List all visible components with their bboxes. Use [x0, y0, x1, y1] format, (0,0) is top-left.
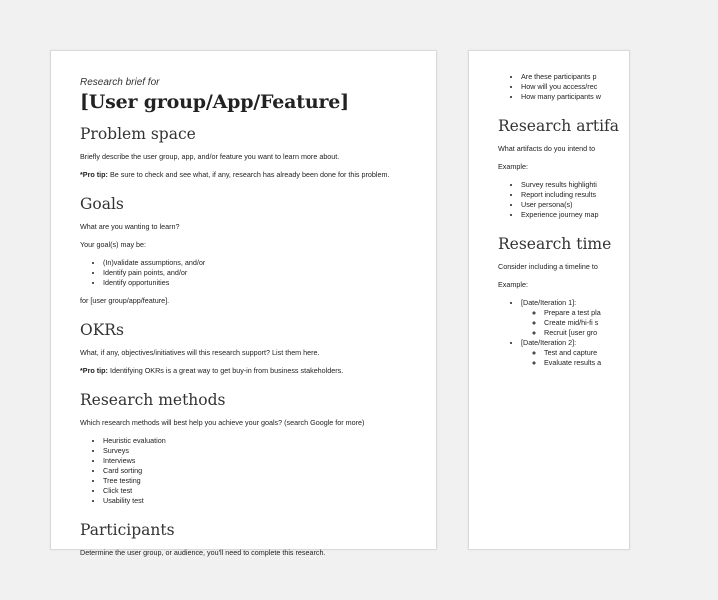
iteration-2-label: [Date/Iteration 2]: — [521, 338, 577, 347]
list-item: • Click test — [103, 486, 425, 496]
artifacts-list — [498, 180, 718, 220]
list-item: • Heuristic evaluation — [103, 436, 425, 446]
list-item: • Experience journey map — [521, 210, 718, 220]
iteration-1-sublist — [521, 308, 718, 338]
doc-subtitle: Research brief for — [80, 77, 160, 88]
problem-pro-tip — [80, 170, 425, 180]
list-item: • Interviews — [103, 456, 425, 466]
list-item: ◦ Prepare a test pla — [544, 308, 718, 318]
list-item: • Report including results — [521, 190, 718, 200]
heading-problem-space: Problem space — [80, 125, 196, 143]
methods-text: Which research methods will best help you achieve your goals? (search Google for more) — [80, 418, 365, 427]
okrs-text: What, if any, objectives/initiatives will this research support? List them here. — [80, 348, 320, 357]
timeline-example: Example: — [498, 280, 528, 289]
list-item: • Identify opportunities — [103, 278, 425, 288]
pro-tip-text: Be sure to check and see what, if any, research has already been done for this problem. — [107, 170, 390, 179]
document-page-1 — [50, 50, 437, 557]
goals-list — [80, 258, 425, 288]
heading-research-timeline: Research time — [498, 235, 612, 253]
iteration-1-label: [Date/Iteration 1]: — [521, 298, 577, 307]
timeline-text: Consider including a timeline to — [498, 262, 598, 271]
list-item: • (In)validate assumptions, and/or — [103, 258, 425, 268]
heading-okrs: OKRs — [80, 321, 124, 339]
list-item: ◦ Create mid/hi-fi s — [544, 318, 718, 328]
list-item: • Identify pain points, and/or — [103, 268, 425, 278]
list-item: • Usability test — [103, 496, 425, 506]
list-item: • User persona(s) — [521, 200, 718, 210]
document-page-2 — [468, 50, 630, 550]
list-item — [521, 298, 718, 338]
participants-text: Determine the user group, or audience, you'll need to complete this research. — [80, 548, 326, 557]
list-item: • Surveys — [103, 446, 425, 456]
goals-intro: Your goal(s) may be: — [80, 240, 147, 249]
list-item: ◦ Evaluate results a — [544, 358, 718, 368]
iteration-2-sublist — [521, 348, 718, 368]
goals-question: What are you wanting to learn? — [80, 222, 180, 231]
page-2-content — [498, 72, 718, 376]
list-item: • Survey results highlighti — [521, 180, 718, 190]
heading-goals: Goals — [80, 195, 124, 213]
goals-footer: for [user group/app/feature]. — [80, 296, 170, 305]
heading-participants: Participants — [80, 521, 175, 539]
problem-text: Briefly describe the user group, app, and/or feature you want to learn more about. — [80, 152, 340, 161]
list-item: • Card sorting — [103, 466, 425, 476]
list-item: • How many participants w — [521, 92, 718, 102]
participant-questions-list — [498, 72, 718, 102]
list-item: ◦ Test and capture — [544, 348, 718, 358]
pro-tip-label: *Pro tip: — [80, 170, 108, 179]
list-item: • How will you access/rec — [521, 82, 718, 92]
list-item: ◦ Recruit [user gro — [544, 328, 718, 338]
doc-title: [User group/App/Feature] — [80, 91, 349, 113]
okrs-pro-tip — [80, 366, 425, 376]
artifacts-text: What artifacts do you intend to — [498, 144, 596, 153]
pro-tip-label: *Pro tip: — [80, 366, 108, 375]
list-item: • Tree testing — [103, 476, 425, 486]
heading-research-methods: Research methods — [80, 391, 226, 409]
list-item — [521, 338, 718, 368]
timeline-list — [498, 298, 718, 368]
methods-list — [80, 436, 425, 506]
pro-tip-text: Identifying OKRs is a great way to get buy-in from business stakeholders. — [107, 366, 344, 375]
list-item: • Are these participants p — [521, 72, 718, 82]
heading-research-artifacts: Research artifa — [498, 117, 620, 135]
artifacts-example: Example: — [498, 162, 528, 171]
page-1-content — [80, 76, 425, 566]
